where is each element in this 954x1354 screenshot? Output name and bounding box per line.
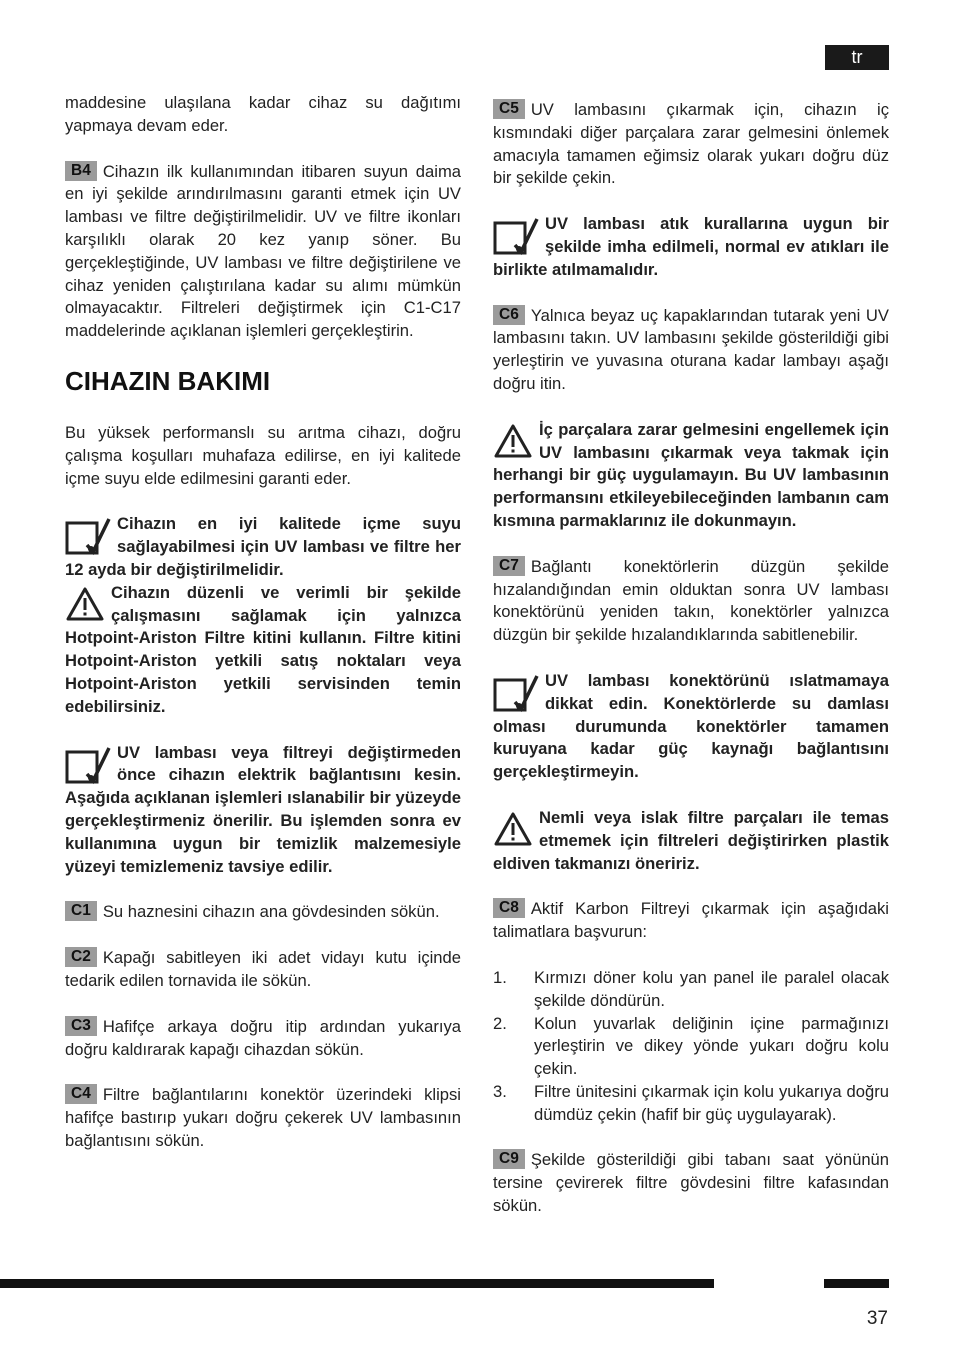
- step-text: Cihazın ilk kullanımından itibaren suyun daima en iyi şekilde arındırılmasını garanti etmek için UV lambası ve filtre değiştirilmelidir. UV ve filtre ikonları karşılıklı olarak 20 kez yanıp söner. Bu gerçekleştiğinde, UV lambası ve filtre değiştirilene ve cihaz yeniden çalıştırılana kadar su alımı mümkün olmayacaktır. Filtreleri değiştirmek için C1-C17 maddelerinde açıklanan işlemleri gerçekleştirin.: [65, 161, 461, 341]
- note-check-icon: [493, 215, 539, 257]
- note-block: [493, 670, 889, 784]
- note-check-icon: [493, 672, 539, 714]
- list-text: Kırmızı döner kolu yan panel ile paralel olacak şekilde döndürün.: [534, 967, 889, 1010]
- instruction-list: [493, 967, 889, 1127]
- step-code-badge: C6: [493, 305, 525, 325]
- step-code-badge: C5: [493, 99, 525, 119]
- step-code-badge: C8: [493, 898, 525, 918]
- step-c2: [65, 947, 461, 993]
- footer-rule: [0, 1279, 714, 1288]
- warning-text: Cihazın düzenli ve verimli bir şekilde çalışmasını sağlamak için yalnızca Hotpoint-Ariston Filtre kitini kullanın. Filtre kitini Hotpoint-Ariston yetkili satış noktaları veya Hotpoint-Ariston yetkili servisinden temin edebilirsiniz.: [65, 582, 461, 716]
- note-block: [65, 513, 461, 581]
- intro-description: Bu yüksek performanslı su arıtma cihazı, doğru çalışma koşulları muhafaza edilirse, en iyi kalitede içme suyu elde edilmesini garanti eder.: [65, 422, 461, 488]
- list-text: Filtre ünitesini çıkarmak için kolu yukarıya doğru dümdüz çekin (hafif bir güç uygulayarak).: [534, 1081, 889, 1124]
- step-c8: [493, 898, 889, 944]
- note-text: Cihazın en iyi kalitede içme suyu sağlayabilmesi için UV lambası ve filtre her 12 ayda bir değiştirilmelidir.: [65, 514, 461, 579]
- step-c9: [493, 1149, 889, 1217]
- step-c5: [493, 99, 889, 190]
- intro-paragraph: maddesine ulaşılana kadar cihaz su dağıtımı yapmaya devam eder.: [65, 93, 461, 135]
- right-column: [493, 99, 889, 1218]
- note-text: UV lambası veya filtreyi değiştirmeden önce cihazın elektrik bağlantısını kesin. Aşağıda açıklanan işlemleri ıslanabilir bir yüzeyde gerçekleştirmeniz önerilir. Bu işlemden sonra ev kullanımına uygun bir temizlik malzemesiyle yüzeyi temizlemeniz tavsiye edilir.: [65, 742, 461, 876]
- section-heading: CIHAZIN BAKIMI: [65, 365, 271, 396]
- step-text: Şekilde gösterildiği gibi tabanı saat yönünün tersine çevirerek filtre gövdesini filtre kafasından sökün.: [493, 1150, 889, 1216]
- step-text: Su haznesini cihazın ana gövdesinden sökün.: [102, 902, 440, 922]
- step-code-badge: C4: [65, 1084, 97, 1104]
- step-code-badge: C7: [493, 556, 525, 576]
- step-c6: [493, 305, 889, 396]
- step-text: Hafifçe arkaya doğru itip ardından yukarıya doğru kaldırarak kapağı cihazdan sökün.: [65, 1016, 461, 1059]
- page-number: 37: [866, 1308, 888, 1329]
- warning-icon: [493, 423, 533, 459]
- note-text: UV lambası atık kurallarına uygun bir şekilde imha edilmeli, normal ev atıkları ile birlikte atılmamalıdır.: [493, 214, 889, 279]
- note-block: [65, 742, 461, 879]
- warning-icon: [65, 586, 105, 622]
- step-text: Aktif Karbon Filtreyi çıkarmak için aşağıdaki talimatlara başvurun:: [493, 899, 889, 942]
- language-tag: tr: [825, 45, 889, 70]
- step-code-badge: C3: [65, 1016, 97, 1036]
- step-c4: [65, 1084, 461, 1152]
- note-text: UV lambası konektörünü ıslatmamaya dikkat edin. Konektörlerde su damlası olması durumunda konektörler tamamen kuruyana kadar güç kaynağı bağlantısını gerçekleştirmeyin.: [493, 670, 889, 782]
- step-text: UV lambasını çıkarmak için, cihazın iç kısmındaki diğer parçalara zarar gelmesini önlemek amacıyla tamamen eğimsiz olarak yukarı doğru düz bir şekilde çekin.: [493, 100, 889, 188]
- warning-text: Nemli veya islak filtre parçaları ile temas etmemek için filtreleri değiştirirken plastik eldiven takmanızı öneririz.: [493, 807, 889, 873]
- step-text: Filtre bağlantılarını konektör üzerindeki klipsi hafifçe bastırıp yukarı doğru çekerek UV lambasının bağlantısını sökün.: [65, 1085, 461, 1150]
- note-check-icon: [65, 744, 111, 786]
- step-code-badge: B4: [65, 161, 97, 181]
- list-item: [493, 1013, 889, 1081]
- step-text: Yalnıca beyaz uç kapaklarından tutarak yeni UV lambasını takın. UV lambasını şekilde gösterildiği gibi yerleştirin ve yuvasına oturana kadar lambayı aşağı doğru itin.: [493, 305, 889, 393]
- step-text: Kapağı sabitleyen iki adet vidayı kutu içinde tedarik edilen tornavida ile sökün.: [65, 948, 461, 990]
- footer-rule-short: [824, 1279, 889, 1288]
- list-item: [493, 1081, 889, 1127]
- step-b4: [65, 161, 461, 343]
- step-c7: [493, 556, 889, 647]
- step-code-badge: C9: [493, 1149, 525, 1169]
- warning-icon: [493, 811, 533, 847]
- warning-text: İç parçalara zarar gelmesini engellemek için UV lambasını çıkarmak veya takmak için herhangi bir güç uygulamayın. Bu UV lambasının performansını etkileyebileceğinden lambanın cam kısmına parmaklarınız ile dokunmayın.: [493, 419, 889, 530]
- left-column: [65, 92, 461, 1176]
- step-code-badge: C1: [65, 901, 97, 921]
- step-c1: [65, 901, 461, 924]
- step-code-badge: C2: [65, 947, 97, 967]
- warning-block: [65, 582, 461, 719]
- step-text: Bağlantı konektörlerin düzgün şekilde hızalandığından emin olduktan sonra UV lambası konektörünü yeniden takın, konektörler yalnızca düzgün bir şekilde hızalandıklarında sabitlenebilir.: [493, 556, 889, 645]
- warning-block: [493, 807, 889, 875]
- list-number: 2.: [493, 1013, 507, 1033]
- note-check-icon: [65, 515, 111, 557]
- step-c3: [65, 1016, 461, 1062]
- list-item: [493, 967, 889, 1013]
- warning-block: [493, 419, 889, 533]
- list-text: Kolun yuvarlak deliğinin içine parmağınızı yerleştirin ve dikey yönde yukarı doğru kolu çekin.: [534, 1013, 889, 1079]
- list-number: 1.: [493, 967, 507, 987]
- list-number: 3.: [493, 1081, 507, 1101]
- note-block: [493, 213, 889, 281]
